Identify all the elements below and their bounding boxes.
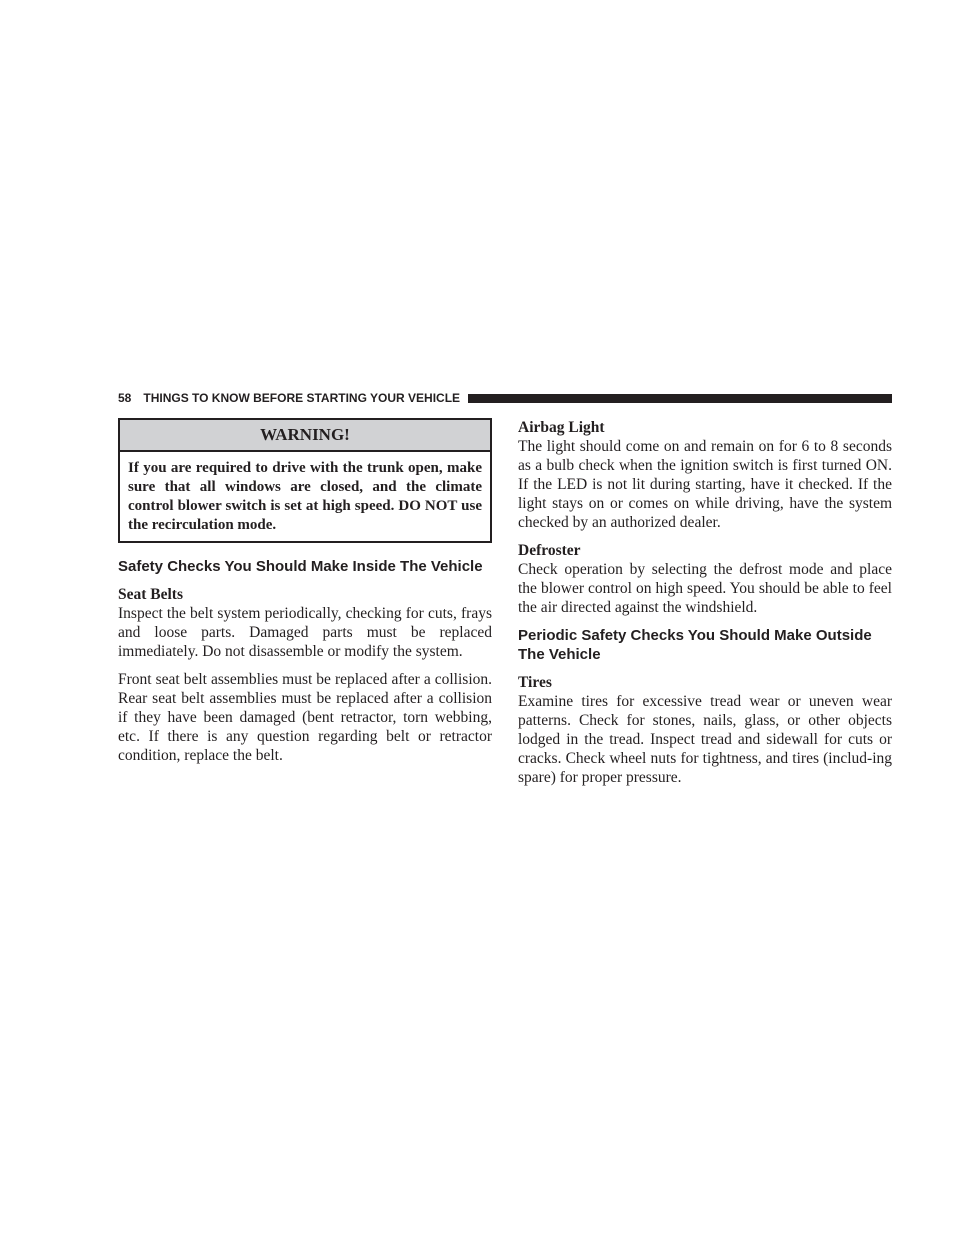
right-column — [518, 418, 892, 787]
seat-belts-paragraph-2: Front seat belt assemblies must be replaced after a collision. Rear seat belt assemblies must be replaced after a collision if they have been damaged (bent retractor, torn webbing, etc. If there is any question regarding belt or retractor condition, replace the belt. — [118, 671, 492, 764]
warning-text: If you are required to drive with the trunk open, make sure that all windows are closed, and the climate control blower switch is set at high speed. DO NOT use the recirculation mode. — [128, 460, 482, 533]
seat-belts-title: Seat Belts — [118, 586, 184, 603]
defroster-text: Check operation by selecting the defrost mode and place the blower control on high speed. You should be able to feel the air directed against the windshield. — [518, 561, 892, 616]
tires-title: Tires — [518, 674, 552, 691]
airbag-light-text: The light should come on and remain on for 6 to 8 seconds as a bulb check when the ignition switch is first turned ON. If the LED is not lit during starting, have it checked. If the light stays on or comes on while driving, have the system checked by an authorized dealer. — [518, 438, 892, 531]
page-number: 58 — [118, 391, 132, 405]
tires-text: Examine tires for excessive tread wear or uneven wear patterns. Check for stones, nails, glass, or other objects lodged in the tread. Inspect tread and sidewall for cuts or cracks. Check wheel nuts for tightness, and tires (includ-ing spare) for proper pressure. — [518, 693, 892, 786]
left-column — [118, 418, 492, 765]
inside-checks-heading: Safety Checks You Should Make Inside The Vehicle — [118, 558, 483, 575]
header-rule — [468, 394, 892, 403]
warning-box — [118, 418, 492, 543]
page-header — [118, 390, 892, 406]
section-title: THINGS TO KNOW BEFORE STARTING YOUR VEHICLE — [143, 391, 461, 405]
warning-title: WARNING! — [120, 420, 490, 452]
seat-belts-paragraph-1: Inspect the belt system periodically, checking for cuts, frays and loose parts. Damaged parts must be replaced immediately. Do not disassemble or modify the system. — [118, 605, 492, 660]
airbag-light-title: Airbag Light — [518, 419, 605, 436]
defroster-title: Defroster — [518, 542, 581, 559]
outside-checks-heading: Periodic Safety Checks You Should Make Outside The Vehicle — [518, 627, 872, 663]
